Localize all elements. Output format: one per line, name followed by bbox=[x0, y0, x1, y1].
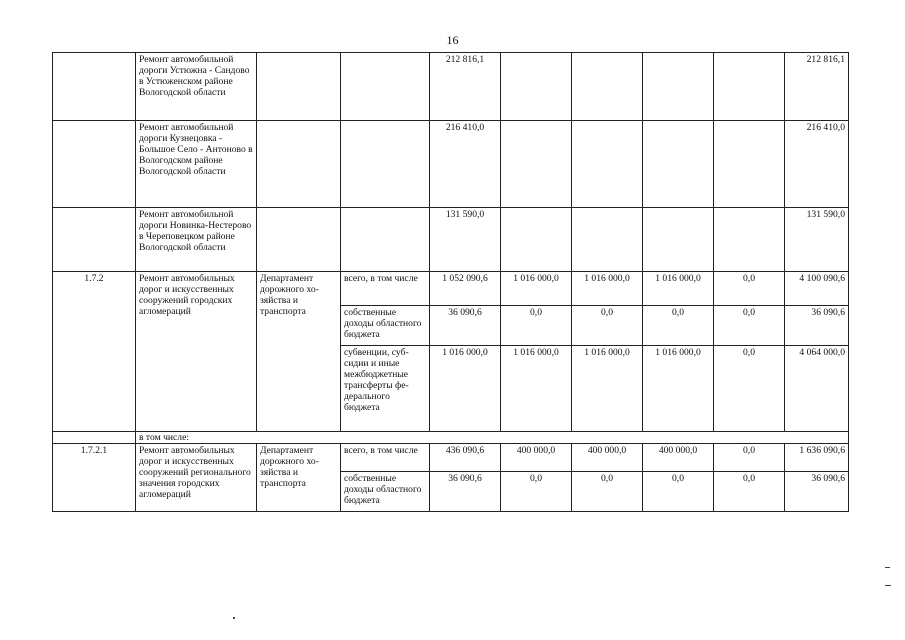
budget-table bbox=[52, 52, 849, 512]
value-cell: 436 090,6 bbox=[430, 444, 501, 472]
executor-cell bbox=[257, 208, 341, 272]
value-cell: 36 090,6 bbox=[430, 306, 501, 346]
value-cell: 0,0 bbox=[714, 444, 785, 472]
sum-cell: 131 590,0 bbox=[785, 208, 849, 272]
value-cell: 1 016 000,0 bbox=[572, 272, 643, 306]
value-cell bbox=[572, 121, 643, 208]
value-cell: 1 016 000,0 bbox=[643, 272, 714, 306]
table-row bbox=[53, 432, 849, 444]
sum-cell: 4 064 000,0 bbox=[785, 346, 849, 432]
value-cell: 1 016 000,0 bbox=[501, 346, 572, 432]
value-cell: 1 016 000,0 bbox=[430, 346, 501, 432]
value-cell: 1 016 000,0 bbox=[501, 272, 572, 306]
value-cell: 400 000,0 bbox=[501, 444, 572, 472]
scan-mark bbox=[233, 617, 235, 619]
value-cell: 216 410,0 bbox=[430, 121, 501, 208]
item-executor: Департамент дорожного хозяйства и транспорта bbox=[257, 444, 341, 512]
code-cell bbox=[53, 432, 136, 444]
value-cell: 0,0 bbox=[714, 472, 785, 512]
item-name: Ремонт автомобильных дорог и искусственных сооружений регионального значения городских агломераций bbox=[136, 444, 257, 512]
table-row bbox=[53, 121, 849, 208]
funding-source: всего, в том числе bbox=[341, 272, 430, 306]
value-cell: 0,0 bbox=[714, 272, 785, 306]
value-cell: 0,0 bbox=[501, 306, 572, 346]
value-cell bbox=[714, 208, 785, 272]
value-cell bbox=[501, 208, 572, 272]
value-cell: 0,0 bbox=[714, 346, 785, 432]
value-cell: 131 590,0 bbox=[430, 208, 501, 272]
value-cell: 1 016 000,0 bbox=[572, 346, 643, 432]
sum-cell: 1 636 090,6 bbox=[785, 444, 849, 472]
item-code: 1.7.2 bbox=[53, 272, 136, 432]
scan-mark bbox=[885, 585, 891, 586]
item-executor: Департамент дорожного хозяйства и транспорта bbox=[257, 272, 341, 432]
object-name-cell: Ремонт автомобильной дороги Устюжна - Сандово в Устюженском районе Вологодской области bbox=[136, 53, 257, 121]
item-code: 1.7.2.1 bbox=[53, 444, 136, 512]
funding-source: собственные доходы областного бюджета bbox=[341, 306, 430, 346]
funding-source: собственные доходы областного бюджета bbox=[341, 472, 430, 512]
page-number: 16 bbox=[446, 33, 459, 47]
value-cell bbox=[572, 208, 643, 272]
sum-cell: 4 100 090,6 bbox=[785, 272, 849, 306]
source-cell bbox=[341, 208, 430, 272]
table-row bbox=[53, 208, 849, 272]
item-name: Ремонт автомобильных дорог и искусственных сооружений городских агломераций bbox=[136, 272, 257, 432]
executor-cell bbox=[257, 121, 341, 208]
sum-cell: 216 410,0 bbox=[785, 121, 849, 208]
value-cell: 0,0 bbox=[501, 472, 572, 512]
value-cell bbox=[714, 121, 785, 208]
value-cell bbox=[643, 121, 714, 208]
table-row bbox=[53, 272, 849, 306]
object-name-cell: Ремонт автомобильной дороги Кузнецовка - Большое Село - Антоново в Вологодском районе Вологодской области bbox=[136, 121, 257, 208]
code-cell bbox=[53, 53, 136, 121]
value-cell: 0,0 bbox=[572, 472, 643, 512]
funding-source: субвенции, субсидии и иные межбюджетные трансферты федерального бюджета bbox=[341, 346, 430, 432]
source-cell bbox=[341, 121, 430, 208]
sum-cell: 36 090,6 bbox=[785, 306, 849, 346]
table-row bbox=[53, 444, 849, 472]
value-cell bbox=[714, 53, 785, 121]
value-cell: 1 016 000,0 bbox=[643, 346, 714, 432]
value-cell bbox=[643, 208, 714, 272]
table-row bbox=[53, 53, 849, 121]
code-cell bbox=[53, 121, 136, 208]
value-cell: 400 000,0 bbox=[643, 444, 714, 472]
scan-mark bbox=[885, 567, 890, 568]
in-number-label: в том числе: bbox=[136, 432, 849, 444]
value-cell: 0,0 bbox=[572, 306, 643, 346]
value-cell: 1 052 090,6 bbox=[430, 272, 501, 306]
value-cell bbox=[643, 53, 714, 121]
value-cell: 400 000,0 bbox=[572, 444, 643, 472]
sum-cell: 36 090,6 bbox=[785, 472, 849, 512]
value-cell bbox=[572, 53, 643, 121]
code-cell bbox=[53, 208, 136, 272]
object-name-cell: Ремонт автомобильной дороги Новинка-Нестерово в Череповецком районе Вологодской области bbox=[136, 208, 257, 272]
funding-source: всего, в том числе bbox=[341, 444, 430, 472]
executor-cell bbox=[257, 53, 341, 121]
value-cell: 0,0 bbox=[643, 306, 714, 346]
value-cell bbox=[501, 121, 572, 208]
value-cell: 36 090,6 bbox=[430, 472, 501, 512]
value-cell: 0,0 bbox=[643, 472, 714, 512]
value-cell bbox=[501, 53, 572, 121]
source-cell bbox=[341, 53, 430, 121]
value-cell: 212 816,1 bbox=[430, 53, 501, 121]
value-cell: 0,0 bbox=[714, 306, 785, 346]
sum-cell: 212 816,1 bbox=[785, 53, 849, 121]
